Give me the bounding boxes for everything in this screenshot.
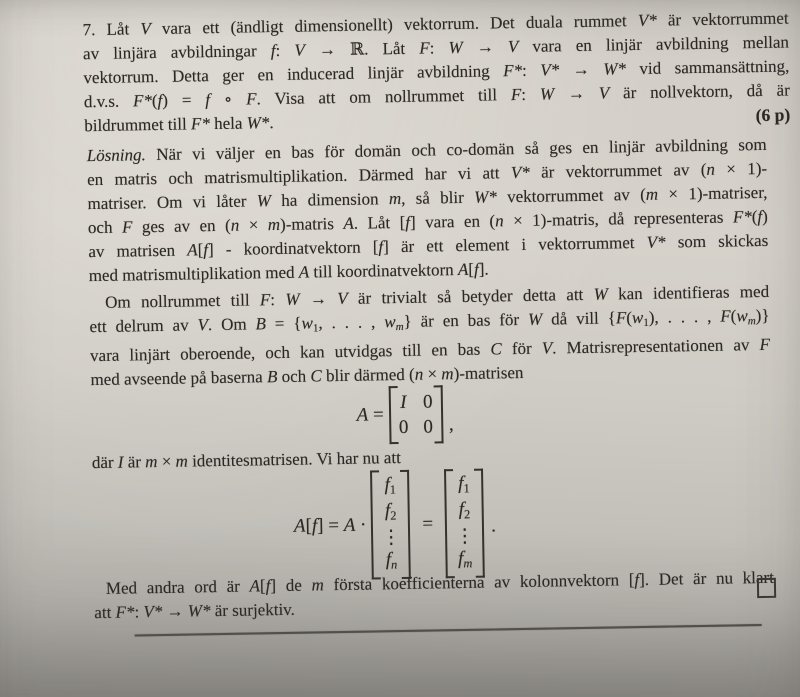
text-segment: → [559, 59, 604, 80]
text-segment: av matrisen [88, 240, 188, 262]
text-segment: : [521, 84, 541, 104]
text-segment: C [490, 339, 502, 359]
text-segment: ] vara en ( [409, 211, 496, 232]
text-segment: är nollvektorn, då är [609, 80, 790, 103]
text-segment: vara linjärt oberoende, och kan utvidgas till en bas [89, 339, 491, 366]
text-segment: m [645, 184, 659, 204]
text-segment: [ [197, 240, 204, 260]
text-segment: A [187, 240, 198, 260]
text-segment: V [598, 83, 610, 103]
text-segment: f [458, 472, 464, 495]
text-segment: När vi väljer en bas för domän och co-domän så ges en linjär avbildning som [145, 134, 767, 165]
text-segment: A [249, 576, 261, 596]
column-vector-n [381, 474, 402, 576]
text-segment: f [270, 41, 276, 61]
text-segment: V [140, 19, 151, 39]
text-segment: m [395, 321, 404, 334]
text-segment: : [134, 602, 144, 622]
text-segment: är trivialt så betyder detta att [347, 284, 594, 308]
text-segment: ]. [478, 259, 489, 279]
text-segment: B [255, 314, 267, 334]
text-segment: w [631, 307, 644, 328]
text-segment: V [507, 36, 519, 57]
text-segment: vara en linjär avbildning mellan [518, 32, 790, 56]
text-segment: och [87, 217, 123, 238]
text-segment: f [311, 515, 318, 537]
text-segment: F [246, 89, 257, 109]
text-segment: W [285, 289, 300, 309]
text-segment: )-matris [279, 213, 344, 234]
text-segment: F [615, 308, 627, 328]
text-segment: vektorrummet av ( [496, 184, 646, 207]
text-segment: som skickas [665, 230, 769, 252]
equation-comma: , [448, 414, 454, 436]
text-segment: matriser. Om vi låter [87, 191, 257, 214]
text-segment: = { [265, 313, 302, 334]
text-segment: W [593, 284, 608, 304]
vector-entry [458, 473, 470, 500]
text-segment: f [458, 499, 465, 521]
vector-brackets-right [444, 469, 485, 579]
text-segment: → ℝ. Låt [304, 38, 420, 60]
vector-entry [385, 501, 397, 528]
text-segment: f [157, 90, 163, 110]
text-segment: första koefficienterna av kolonnvektorn [ [323, 570, 635, 595]
equation-lhs [294, 513, 367, 538]
text-segment: m [747, 315, 756, 328]
text-segment: m [311, 575, 324, 595]
text-segment: n [494, 211, 504, 231]
text-segment: w [301, 313, 314, 333]
text-segment: A [343, 213, 354, 233]
text-segment: W* [187, 601, 211, 621]
text-segment: ) [762, 206, 769, 226]
equals-sign: = [422, 513, 434, 535]
equation-period: . [490, 515, 497, 537]
text-segment: W* [246, 113, 270, 133]
text-segment: och [277, 366, 311, 387]
text-segment: 0 [423, 416, 434, 438]
vector-entry [458, 499, 470, 526]
text-segment: 1 [312, 322, 319, 335]
text-segment: Med andra ord är [105, 576, 250, 598]
text-segment: m [145, 452, 158, 472]
text-segment: f [384, 500, 391, 522]
equation-column-vectors [92, 464, 774, 585]
text-segment: ha dimension [270, 189, 390, 211]
text-segment: [ [259, 576, 266, 596]
text-segment: ( [151, 90, 158, 111]
text-segment: B [266, 367, 278, 387]
text-segment: ] är ett element i vektorrummet [383, 232, 647, 257]
text-segment: vara ett (ändligt dimensionellt) vektorrum. Det duala rummet [150, 11, 639, 39]
matrix-cell [423, 389, 433, 414]
text-segment: V* [646, 232, 666, 252]
text-segment: = [368, 404, 384, 426]
text-segment: bildrummet till [84, 114, 192, 136]
text-segment: är [123, 452, 146, 472]
text-segment: ges av en ( [132, 215, 231, 237]
text-segment: V [337, 288, 348, 309]
text-segment: F [121, 217, 133, 237]
text-segment: × 1)-matriser, [657, 182, 768, 204]
text-segment: W* [474, 187, 497, 207]
text-segment: . Om [207, 314, 256, 335]
text-segment: 2 [463, 507, 471, 522]
text-segment: F* [503, 60, 523, 81]
text-segment: f [473, 259, 479, 279]
text-segment: × [157, 451, 176, 472]
equation-row [54, 464, 736, 585]
text-segment: ett delrum av [89, 315, 198, 337]
text-segment: ) = [162, 90, 206, 110]
text-segment: [ [305, 515, 313, 537]
text-segment: ] = [317, 514, 344, 537]
text-segment: , . . . , [318, 312, 385, 333]
text-segment: vid sammansättning, [625, 56, 790, 79]
text-segment: är vektorrummet [656, 8, 789, 30]
text-segment: m [441, 364, 454, 384]
text-segment: f [457, 547, 464, 569]
text-segment: med avseende på baserna [90, 367, 268, 390]
text-segment: [ [468, 259, 475, 279]
text-segment: · [355, 514, 367, 536]
text-segment: w [736, 306, 748, 326]
text-segment: kan identifieras med [607, 281, 770, 304]
text-segment: V* [510, 162, 530, 183]
text-segment: 2 [390, 508, 397, 524]
text-segment: för [501, 338, 542, 359]
text-segment: I [117, 452, 124, 472]
text-segment: F* [132, 91, 153, 111]
text-segment: Om nollrummet till [105, 290, 261, 312]
text-segment: F* [190, 114, 211, 134]
text-segment: × [239, 215, 268, 235]
text-segment: n [414, 364, 424, 384]
matrix-cell [398, 390, 408, 415]
solution-paragraph-1 [87, 133, 769, 288]
text-segment: ( [730, 306, 737, 326]
text-segment: → [162, 601, 188, 621]
text-segment: A [356, 404, 369, 426]
text-segment: 0 [422, 391, 433, 413]
text-segment: 1 [389, 482, 397, 497]
text-segment: vektorrum. Detta ger en inducerad linjär avbildning [83, 61, 504, 88]
text-segment: W [539, 84, 555, 104]
qed-square-icon [757, 578, 776, 598]
text-segment: ( [751, 207, 758, 227]
text-segment: ] de [270, 575, 312, 596]
text-segment: en matris och matrismultiplikation. Därmed har vi att [87, 163, 512, 190]
text-segment: med matrismultiplikation med [88, 262, 299, 286]
text-segment: V [541, 338, 553, 358]
text-segment: f [385, 549, 392, 571]
text-segment: n [390, 557, 398, 572]
text-segment: att [94, 602, 116, 623]
text-segment: F [259, 290, 271, 310]
solution-paragraph-2 [89, 280, 771, 392]
text-segment: : [270, 289, 286, 310]
text-segment: C [310, 366, 322, 386]
text-segment: f [205, 90, 211, 110]
text-segment: w [384, 312, 396, 332]
text-segment: . Matrisrepresentationen av [552, 335, 760, 358]
text-segment: F [510, 84, 522, 105]
text-segment: av linjära avbildningar [82, 41, 271, 64]
text-segment: ]. Det är nu klart [639, 567, 775, 590]
text-segment: × 1)-matris, då representeras [503, 207, 734, 231]
text-segment: . Visa att om nollrummet till [256, 85, 512, 109]
text-segment: m [267, 214, 281, 235]
text-segment: )-matrisen [453, 363, 524, 384]
text-segment: f [384, 474, 390, 496]
text-segment: f [203, 240, 209, 260]
text-segment: hela [209, 113, 247, 134]
text-segment: ] - koordinatvektorn [ [207, 237, 379, 260]
text-segment: f [405, 212, 411, 232]
text-segment: ), . . . , [648, 306, 721, 327]
text-segment: F* [732, 207, 752, 227]
text-segment: är vektorrummet av ( [529, 159, 707, 182]
question-paragraph [58, 7, 790, 139]
text-segment: . Låt [ [353, 212, 406, 233]
text-segment: )} [755, 305, 770, 326]
text-segment: A [343, 514, 356, 536]
text-segment: F [720, 306, 731, 326]
text-segment: m [175, 451, 189, 471]
text-segment: f [634, 570, 640, 590]
text-segment: F [419, 38, 430, 58]
text-segment: f [378, 237, 384, 257]
text-segment: : [275, 40, 295, 61]
text-segment: I [399, 391, 407, 414]
text-segment: där [91, 452, 118, 473]
text-segment: : [521, 60, 541, 80]
matrix-brackets [388, 385, 443, 444]
text-segment: Lösning. [86, 145, 146, 166]
text-segment: identitesmatrisen. Vi har nu att [187, 448, 401, 471]
text-segment: → [462, 37, 509, 57]
text-segment: V* [637, 10, 657, 31]
text-segment: n [230, 215, 240, 235]
text-segment: V* [540, 60, 560, 80]
matrix-2x2 [398, 389, 433, 440]
text-segment: W [527, 309, 543, 329]
vector-brackets-left [371, 470, 412, 580]
text-segment: . [269, 113, 274, 133]
text-segment: , så blir [400, 187, 475, 208]
text-segment: ⋮ [381, 526, 401, 549]
text-segment: 1 [463, 481, 470, 496]
text-segment: V* [143, 601, 163, 622]
vector-entry [384, 474, 396, 501]
text-segment: då vill { [542, 308, 617, 329]
text-segment: ( [626, 308, 633, 328]
text-segment: W* [603, 59, 627, 79]
text-segment: 7. Låt [82, 19, 141, 40]
vector-entry [381, 527, 400, 549]
text-segment: W [256, 191, 272, 211]
text-segment: × [423, 364, 442, 384]
matrix-cell [423, 414, 433, 439]
text-segment: A [293, 515, 306, 537]
text-segment: f [757, 206, 763, 227]
equation-lhs [356, 403, 383, 427]
text-segment: blir därmed ( [321, 364, 415, 386]
text-segment: A [298, 262, 310, 282]
text-segment: → [553, 83, 599, 104]
text-segment: V [197, 315, 209, 335]
column-vector-m [454, 473, 475, 575]
text-segment: × 1)- [714, 158, 768, 179]
text-segment: A [457, 259, 469, 280]
solution-paragraph-3 [94, 566, 775, 625]
text-segment: W [448, 37, 463, 58]
text-segment: F* [115, 602, 135, 622]
text-segment: d.v.s. [83, 91, 134, 112]
text-segment: f [265, 576, 271, 596]
text-segment: V [294, 40, 305, 60]
text-segment: ⋮ [455, 525, 475, 548]
divider-rule [135, 624, 762, 636]
matrix-cell [399, 415, 409, 440]
text-segment: → [299, 289, 338, 309]
text-segment: n [706, 159, 716, 179]
points-badge: (6 p) [755, 104, 791, 126]
equation-matrix-A [91, 380, 772, 449]
text-segment: m [388, 188, 402, 209]
text-segment: F [759, 334, 771, 355]
text-segment: är surjektiv. [210, 599, 296, 621]
text-segment: : [429, 38, 449, 58]
text-segment: till koordinatvektorn [309, 260, 459, 282]
text-segment: 1 [643, 316, 649, 330]
text-segment: 0 [398, 416, 409, 439]
text-segment: ∘ [209, 89, 247, 110]
equation-row [65, 380, 746, 449]
vector-entry [455, 526, 474, 548]
text-segment: m [463, 556, 473, 571]
text-segment: } är en bas för [403, 309, 529, 331]
